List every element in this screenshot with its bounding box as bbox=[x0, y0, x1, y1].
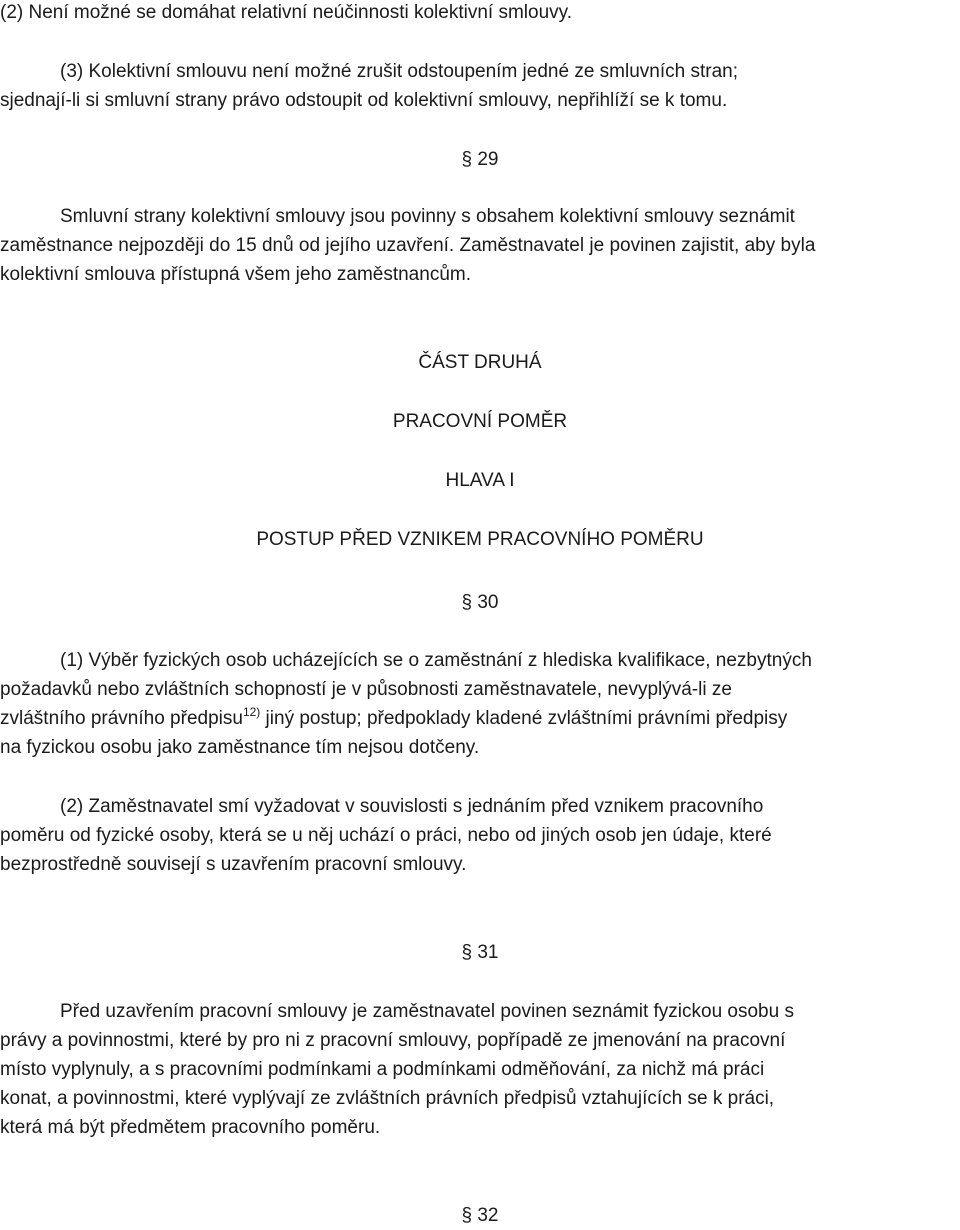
section-heading-32: § 32 bbox=[461, 1205, 499, 1226]
part-title: PRACOVNÍ POMĚR bbox=[392, 411, 568, 432]
paragraph-29-line-2: zaměstnance nejpozději do 15 dnů od jejího uzavření. Zaměstnavatel je povinen zajistit, aby byla bbox=[0, 235, 816, 256]
paragraph-30-1-line-3-text-b: jiný postup; předpoklady kladené zvláštními právními předpisy bbox=[260, 708, 788, 729]
section-heading-31: § 31 bbox=[461, 942, 499, 963]
paragraph-31-line-3: místo vyplynuly, a s pracovními podmínkami a podmínkami odměňování, za nichž má práci bbox=[0, 1059, 765, 1080]
part-heading: ČÁST DRUHÁ bbox=[418, 352, 542, 373]
chapter-title: POSTUP PŘED VZNIKEM PRACOVNÍHO POMĚRU bbox=[256, 529, 704, 550]
paragraph-29-line-3: kolektivní smlouva přístupná všem jeho zaměstnancům. bbox=[0, 264, 471, 285]
paragraph-31-line-2: právy a povinnostmi, které by pro ni z pracovní smlouvy, popřípadě ze jmenování na pracovní bbox=[0, 1030, 786, 1051]
paragraph-30-2-line-3: bezprostředně souvisejí s uzavřením pracovní smlouvy. bbox=[0, 854, 467, 875]
paragraph-30-1-line-1: (1) Výběr fyzických osob ucházejících se o zaměstnání z hlediska kvalifikace, nezbytných bbox=[60, 650, 812, 671]
paragraph-30-1-line-2: požadavků nebo zvláštních schopností je v působnosti zaměstnavatele, nevyplývá-li ze bbox=[0, 679, 732, 700]
paragraph-29-line-1: Smluvní strany kolektivní smlouvy jsou povinny s obsahem kolektivní smlouvy seznámit bbox=[60, 206, 795, 227]
chapter-heading: HLAVA I bbox=[445, 470, 515, 491]
paragraph-30-1-line-4: na fyzickou osobu jako zaměstnance tím nejsou dotčeny. bbox=[0, 737, 480, 758]
paragraph-30-1-line-3-text-a: zvláštního právního předpisu bbox=[0, 708, 243, 729]
paragraph-31-line-4: konat, a povinnostmi, které vyplývají ze zvláštních právních předpisů vztahujících se k práci, bbox=[0, 1088, 775, 1109]
paragraph-31-line-1: Před uzavřením pracovní smlouvy je zaměstnavatel povinen seznámit fyzickou osobu s bbox=[60, 1001, 794, 1022]
paragraph-31-line-5: která má být předmětem pracovního poměru. bbox=[0, 1117, 381, 1138]
section-heading-29: § 29 bbox=[461, 149, 499, 170]
paragraph-28-3-line-2: sjednají-li si smluvní strany právo odstoupit od kolektivní smlouvy, nepřihlíží se k tomu. bbox=[0, 90, 728, 111]
footnote-reference-12: 12) bbox=[242, 705, 261, 719]
paragraph-28-2: (2) Není možné se domáhat relativní neúčinnosti kolektivní smlouvy. bbox=[0, 2, 573, 23]
paragraph-30-2-line-2: poměru od fyzické osoby, která se u něj uchází o práci, nebo od jiných osob jen údaje, které bbox=[0, 825, 772, 846]
paragraph-30-2-line-1: (2) Zaměstnavatel smí vyžadovat v souvislosti s jednáním před vznikem pracovního bbox=[60, 796, 764, 817]
paragraph-28-3-line-1: (3) Kolektivní smlouvu není možné zrušit odstoupením jedné ze smluvních stran; bbox=[60, 61, 738, 82]
paragraph-30-1-line-3 bbox=[0, 704, 960, 733]
section-heading-30: § 30 bbox=[461, 592, 499, 613]
